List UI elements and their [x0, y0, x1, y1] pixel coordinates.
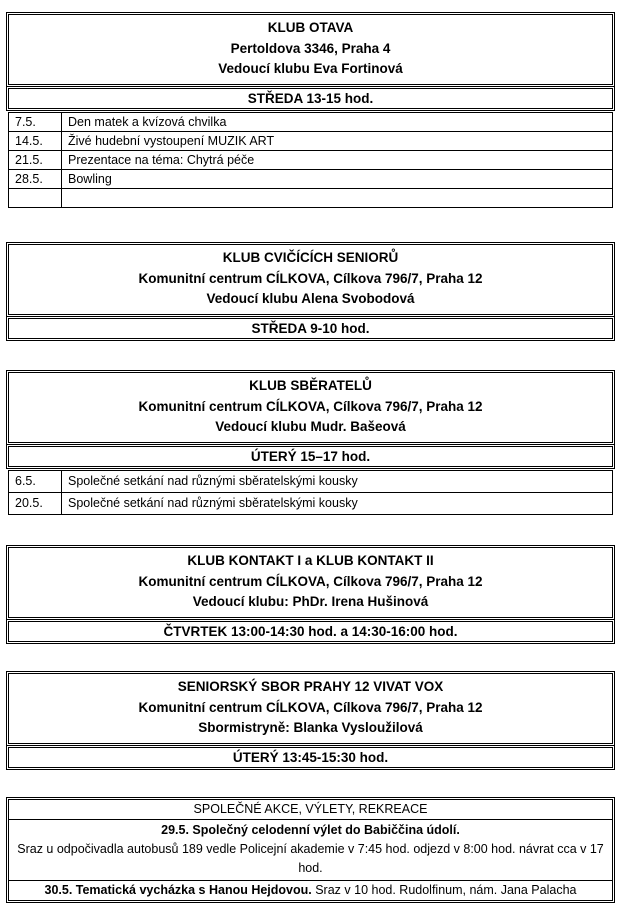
table-row — [9, 188, 613, 207]
club-day: ÚTERÝ 13:45-15:30 hod. — [8, 747, 613, 768]
club-address: Komunitní centrum CÍLKOVA, Cílkova 796/7, Praha 12 — [138, 573, 483, 589]
table-row — [9, 131, 613, 150]
row-text: Společné setkání nad různými sběratelskými kousky — [62, 470, 613, 492]
club-header — [8, 14, 613, 85]
club-leader: Vedoucí klubu Alena Svobodová — [206, 291, 415, 306]
event-walk-title: 30.5. Tematická vycházka s Hanou Hejdovou. — [44, 883, 312, 897]
club-leader: Sbormistryně: Blanka Vysloužilová — [198, 720, 423, 735]
row-text: Společné setkání nad různými sběratelskými kousky — [62, 492, 613, 514]
club-header — [8, 372, 613, 443]
club-name: KLUB SBĚRATELŮ — [249, 378, 372, 393]
row-text: Živé hudební vystoupení MUZIK ART — [62, 131, 613, 150]
row-text: Bowling — [62, 169, 613, 188]
table-row — [9, 470, 613, 492]
program-table — [8, 112, 613, 208]
table-row — [9, 169, 613, 188]
club-vivat-vox — [8, 673, 613, 768]
club-name: SENIORSKÝ SBOR PRAHY 12 VIVAT VOX — [177, 679, 444, 694]
club-kontakt — [8, 547, 613, 642]
club-name: KLUB KONTAKT I a KLUB KONTAKT II — [187, 553, 434, 568]
club-day: STŘEDA 9-10 hod. — [8, 318, 613, 339]
club-address: Komunitní centrum CÍLKOVA, Cílkova 796/7, Praha 12 — [138, 699, 483, 715]
row-date: 14.5. — [9, 131, 62, 150]
club-otava — [8, 14, 613, 208]
event-trip-title: 29.5. Společný celodenní výlet do Babiččina údolí. — [161, 823, 460, 837]
club-name: KLUB CVIČÍCÍCH SENIORŮ — [222, 250, 399, 265]
club-day: ÚTERÝ 15–17 hod. — [8, 446, 613, 467]
club-sberatelu — [8, 372, 613, 515]
row-date: 28.5. — [9, 169, 62, 188]
table-row — [9, 492, 613, 514]
row-text: Prezentace na téma: Chytrá péče — [62, 150, 613, 169]
row-date: 21.5. — [9, 150, 62, 169]
common-events — [8, 799, 613, 901]
club-day: STŘEDA 13-15 hod. — [8, 88, 613, 109]
club-header — [8, 547, 613, 618]
table-row — [9, 112, 613, 131]
club-header — [8, 244, 613, 315]
club-leader: Vedoucí klubu Eva Fortinová — [218, 61, 403, 76]
club-header — [8, 673, 613, 744]
row-date — [9, 188, 62, 207]
event-walk — [9, 881, 612, 900]
row-date: 20.5. — [9, 492, 62, 514]
row-text — [62, 188, 613, 207]
table-row — [9, 150, 613, 169]
program-table — [8, 470, 613, 515]
row-text: Den matek a kvízová chvilka — [62, 112, 613, 131]
club-address: Komunitní centrum CÍLKOVA, Cílkova 796/7, Praha 12 — [138, 270, 483, 286]
row-date: 6.5. — [9, 470, 62, 492]
club-address: Pertoldova 3346, Praha 4 — [230, 40, 391, 56]
club-leader: Vedoucí klubu Mudr. Bašeová — [215, 419, 406, 434]
club-address: Komunitní centrum CÍLKOVA, Cílkova 796/7, Praha 12 — [138, 398, 483, 414]
events-title: SPOLEČNÉ AKCE, VÝLETY, REKREACE — [9, 800, 612, 820]
row-date: 7.5. — [9, 112, 62, 131]
club-cvicicich-senioru — [8, 244, 613, 339]
event-trip-detail: Sraz u odpočivadla autobusů 189 vedle Policejní akademie v 7:45 hod. odjezd v 8:00 hod. návrat cca v 17 hod. — [17, 842, 604, 875]
club-leader: Vedoucí klubu: PhDr. Irena Hušinová — [192, 594, 429, 609]
event-walk-detail: Sraz v 10 hod. Rudolfinum, nám. Jana Palacha — [311, 883, 577, 897]
club-day: ČTVRTEK 13:00-14:30 hod. a 14:30-16:00 hod. — [8, 621, 613, 642]
club-name: KLUB OTAVA — [267, 20, 354, 35]
event-trip — [9, 820, 612, 881]
